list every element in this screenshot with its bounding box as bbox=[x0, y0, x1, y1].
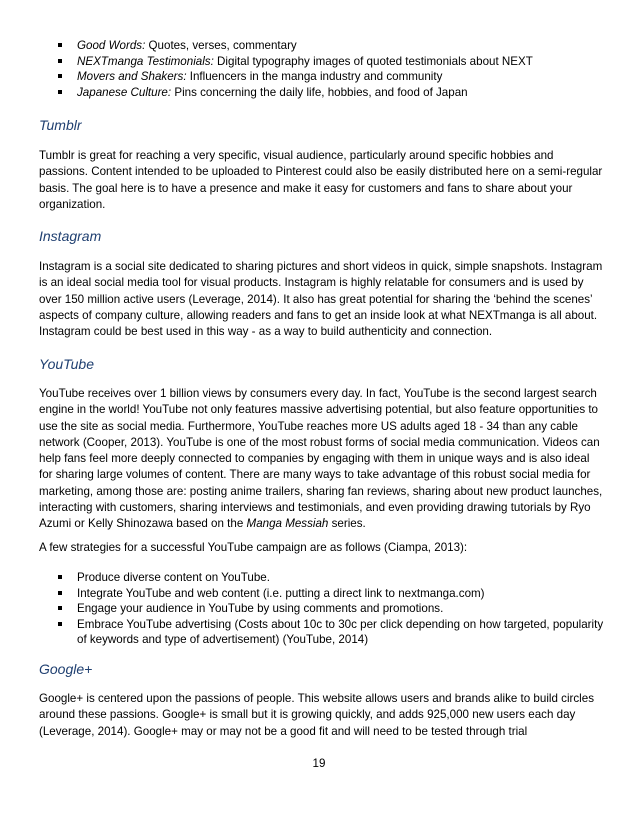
bullet-text: Digital typography images of quoted testimonials about NEXT bbox=[213, 54, 533, 68]
tumblr-paragraph: Tumblr is great for reaching a very specific, visual audience, particularly around specific hobbies and passions. Content intended to be uploaded to Pinterest could also be easily distributed here on a semi-regular basis. The goal here is to have a presence and make it easy for customers and fans to share about your organization. bbox=[39, 149, 603, 211]
manga-messiah-title: Manga Messiah bbox=[246, 517, 329, 531]
bullet-text: Influencers in the manga industry and community bbox=[186, 70, 443, 84]
list-item bbox=[39, 69, 605, 85]
bullet-square-icon bbox=[58, 43, 62, 47]
youtube-strategies-list bbox=[39, 570, 605, 648]
bullet-square-icon bbox=[58, 575, 62, 579]
bullet-square-icon bbox=[58, 90, 62, 94]
bullet-square-icon bbox=[58, 606, 62, 610]
googleplus-paragraph: Google+ is centered upon the passions of people. This website allows users and brands alike to build circles around these passions. Google+ is small but it is growing quickly, and adds 925,000 new users each day (Leverage, 2014). Google+ may or may not be a good fit and will need to be tested through trial bbox=[39, 692, 594, 738]
strategy-text: Integrate YouTube and web content (i.e. putting a direct link to nextmanga.com) bbox=[77, 586, 485, 600]
bullet-label: Good Words: bbox=[77, 39, 146, 52]
list-item bbox=[39, 617, 605, 648]
tumblr-heading: Tumblr bbox=[39, 117, 82, 133]
strategy-text: Engage your audience in YouTube by using comments and promotions. bbox=[77, 602, 444, 616]
pinterest-board-list bbox=[39, 38, 605, 100]
page-number: 19 bbox=[312, 757, 326, 770]
strategy-text: Produce diverse content on YouTube. bbox=[77, 571, 270, 584]
list-item bbox=[39, 38, 605, 54]
bullet-text: Pins concerning the daily life, hobbies, and food of Japan bbox=[171, 85, 468, 99]
instagram-heading: Instagram bbox=[39, 228, 102, 244]
youtube-paragraph-text: YouTube receives over 1 billion views by consumers every day. In fact, YouTube is the second largest search engine in the world! YouTube not only features massive advertising potential, but also feature opportunities to use the site as social media. Furthermore, YouTube reaches more US adults aged 18 - 34 than any cable network (Cooper, 2013). YouTube is one of the most robust forms of social media communication. Videos can help fans feel more deeply connected to companies by engaging with them in unique ways and is also ideal for sharing large volumes of content. There are many ways to take advantage of this robust social media for marketing, among those are: posting anime trailers, sharing fan reviews, sharing about new product launches, interacting with customers, sharing interviews and testimonials, and even providing drawing tutorials by Ryo Azumi or Kelly Shinozawa based on the bbox=[39, 387, 603, 531]
googleplus-heading: Google+ bbox=[39, 661, 93, 677]
youtube-strategies-intro: A few strategies for a successful YouTube campaign are as follows (Ciampa, 2013): bbox=[39, 541, 468, 554]
bullet-label: Movers and Shakers: bbox=[77, 70, 187, 84]
instagram-paragraph: Instagram is a social site dedicated to sharing pictures and short videos in quick, simple snapshots. Instagram is an ideal social media tool for visual products. Instagram is highly relatable for consumers and is used by over 150 million active users (Leverage, 2014). It also has great potential for sharing the ‘behind the scenes’ aspects of company culture, allowing readers and fans to get an inside look at what NEXTmanga is all about. Instagram could be best used in this way - as a way to build authenticity and connection. bbox=[39, 260, 603, 339]
bullet-label: Japanese Culture: bbox=[77, 85, 172, 99]
bullet-square-icon bbox=[58, 591, 62, 595]
youtube-paragraph-end: series. bbox=[328, 517, 366, 531]
list-item bbox=[39, 570, 605, 586]
list-item bbox=[39, 601, 605, 617]
strategy-text: Embrace YouTube advertising (Costs about 10c to 30c per click depending on how targeted, popularity of keywords and type of advertisement) (YouTube, 2014) bbox=[77, 617, 604, 647]
list-item bbox=[39, 586, 605, 602]
youtube-paragraph bbox=[39, 386, 605, 533]
bullet-square-icon bbox=[58, 622, 62, 626]
youtube-heading: YouTube bbox=[39, 356, 95, 372]
bullet-label: NEXTmanga Testimonials: bbox=[77, 54, 214, 68]
bullet-text: Quotes, verses, commentary bbox=[145, 39, 297, 52]
list-item bbox=[39, 54, 605, 70]
bullet-square-icon bbox=[58, 74, 62, 78]
list-item bbox=[39, 85, 605, 101]
bullet-square-icon bbox=[58, 59, 62, 63]
